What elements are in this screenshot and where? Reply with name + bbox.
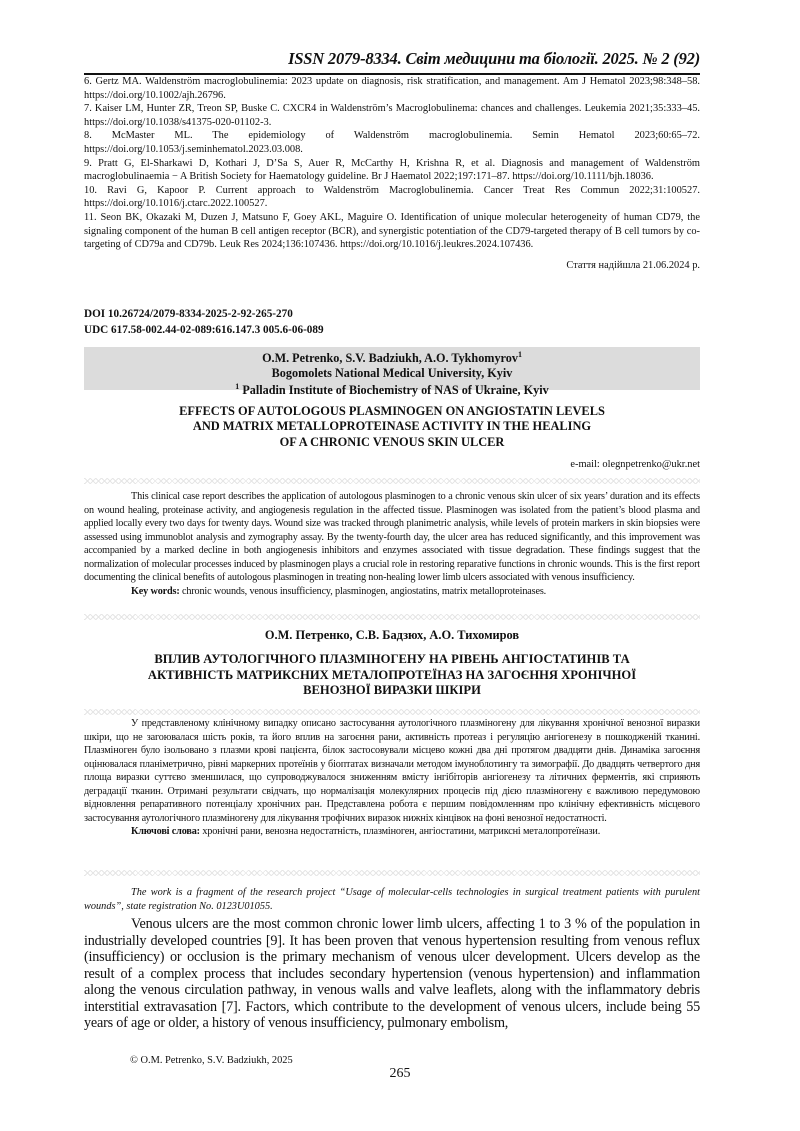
doi-block <box>84 306 324 338</box>
title-line: ВПЛИВ АУТОЛОГІЧНОГО ПЛАЗМІНОГЕНУ НА РІВЕНЬ АНГІОСТАТИНІВ ТА <box>154 652 630 666</box>
title-line: АКТИВНІСТЬ МАТРИКСНИХ МЕТАЛОПРОТЕЇНАЗ НА ЗАГОЄННЯ ХРОНІЧНОЇ <box>147 667 637 682</box>
abstract-ua-border-top <box>84 709 700 715</box>
title-line: AND MATRIX METALLOPROTEINASE ACTIVITY IN THE HEALING <box>192 419 592 434</box>
main-body <box>84 916 700 1032</box>
contact-email: e-mail: olegnpetrenko@ukr.net <box>570 459 700 470</box>
abstract-text: У представленому клінічному випадку описано застосування аутологічного плазміногену для лікування хронічної венозної виразки шкіри, що не загоювалася шість років, та його вплив на загоєння рани, активність протеаз і регуляцію ангіогенезу в пошкодженій тканині. Плазміноген було ізольовано з плазми крові пацієнта, білок застосовували місцево кожні два дні протягом двадцяти днів. Динаміка загоєння оцінювалася планіметрично, рівні маркерних протеїнів у біоптатах визначали методом імуноблотингу та зимографії. До двадцять четвертого дня площа виразки суттєво зменшилася, що супроводжувалося зниженням вмісту інгібіторів ангіогенезу та літичних ферментів, які сприяють деградації тканин. Отримані результати свідчать, що нормалізація молекулярних процесів під дією плазміногену є важливою передумовою відновлення репаративного потенціалу хронічних ран. Представлена робота є першим повідомленням про клінічну ефективність місцевого застосування аутологічного плазміногену для лікування трофічних виразок нижніх кінцівок на фоні венозної недостатності. <box>84 718 700 824</box>
reference-item: 6. Gertz MA. Waldenström macroglobulinemia: 2023 update on diagnosis, risk stratification, and management. Am J Hematol 2023;98:348–58. https://doi.org/10.1002/ajh.26796. <box>84 76 700 101</box>
article-title-ua <box>84 652 700 699</box>
abstract-border-bottom <box>84 614 700 620</box>
keywords-en: Key words: chronic wounds, venous insufficiency, plasminogen, angiostatins, matrix metalloproteinases. <box>131 585 547 597</box>
reference-item: 7. Kaiser LM, Hunter ZR, Treon SP, Buske C. CXCR4 in Waldenström’s Macroglobulinema: chances and challenges. Leukemia 2021;35:333–45. https://doi.org/10.1038/s41375-020-01102-3. <box>84 103 700 128</box>
reference-item: 9. Pratt G, El-Sharkawi D, Kothari J, D’Sa S, Auer R, McCarthy H, Krishna R, et al. Diagnosis and management of Waldenström macroglobulinaemia − A British Society for Haematology guideline. Br J Haematol 2022;197:171–87. https://doi.org/10.1111/bjh.18036. <box>84 157 700 183</box>
article-title-en <box>84 404 700 450</box>
affiliation-marker: 1 <box>517 350 522 359</box>
abstract-ua-border-bottom <box>84 870 700 876</box>
reference-item: 8. McMaster ML. The epidemiology of Waldenström macroglobulinemia. Semin Hematol 2023;60:65–72. https://doi.org/10.1053/j.seminhematol.2023.03.008. <box>84 130 700 155</box>
title-line: OF A CHRONIC VENOUS SKIN ULCER <box>279 434 505 449</box>
reference-item: 10. Ravi G, Kapoor P. Current approach to Waldenström Macroglobulinemia. Cancer Treat Res Commun 2022;31:100527. https://doi.org/10.1016/j.ctarc.2022.100527. <box>84 184 700 210</box>
title-line: ВЕНОЗНОЇ ВИРАЗКИ ШКІРИ <box>303 683 481 698</box>
affiliation-1: Bogomolets National Medical University, Kyiv <box>271 365 513 380</box>
authors-en: O.M. Petrenko, S.V. Badziukh, A.O. Tykhomyrov$^1$ <box>262 350 522 366</box>
authors-ua: О.М. Петренко, С.В. Бадзюх, А.О. Тихомиров <box>264 628 520 642</box>
reference-list <box>84 75 700 252</box>
reference-item: 11. Seon BK, Okazaki M, Duzen J, Matsuno F, Goey AKL, Maguire O. Identification of unique molecular heterogeneity of human CD79, the signaling component of the human B cell antigen receptor (BCR), and synergistic potentiation of the CD79-targeted therapy of B cell tumors by co-targeting of CD79a and CD79b. Leuk Res 2024;136:107436. https://doi.org/10.1016/j.leukres.2024.107436. <box>84 211 700 251</box>
abstract-text: This clinical case report describes the application of autologous plasminogen to a chronic venous skin ulcer of six years’ duration and its effects on wound healing, proteinase activity, and angiogenesis regulation in the affected tissue. Plasminogen was isolated from the patient’s blood plasma and applied locally every two days for twenty days. Wound size was tracked through planimetric analysis, while levels of protein markers in skin biopsies were assessed using immunoblot analysis and zymography assay. By the twenty-fourth day, the ulcer area has reduced significantly, and this improvement was accompanied by a marked decline in both angiogenesis inhibitors and enzymes associated with tissue degradation. These findings suggest that the normalization of molecular processes induced by plasminogen plays a crucial role in restoring reparative functions in chronic wounds. This is the first report documenting the clinical benefits of autologous plasminogen in treating non-healing lower limb ulcers associated with venous insufficiency. <box>84 491 700 583</box>
received-date: Стаття надійшла 21.06.2024 р. <box>566 260 700 271</box>
abstract-border-top <box>84 478 700 484</box>
abstract-ua <box>84 717 700 839</box>
title-line: EFFECTS OF AUTOLOGOUS PLASMINOGEN ON ANGIOSTATIN LEVELS <box>179 404 605 418</box>
keywords-ua: Ключові слова: хронічні рани, венозна недостатність, плазміноген, ангіостатини, матриксні металопротеїнази. <box>131 826 601 837</box>
journal-header <box>84 49 700 75</box>
copyright-notice: © O.M. Petrenko, S.V. Badziukh, 2025 <box>130 1055 293 1066</box>
affiliation-2: $^1$ Palladin Institute of Biochemistry of NAS of Ukraine, Kyiv <box>235 382 549 398</box>
abstract-en <box>84 490 700 598</box>
journal-title: ISSN 2079-8334. Світ медицини та біології. 2025. № 2 (92) <box>288 49 700 68</box>
page-number: 265 <box>389 1066 411 1081</box>
udc-line: UDC 617.58-002.44-02-089:616.147.3 005.6-06-089 <box>84 324 324 336</box>
body-paragraph: Venous ulcers are the most common chronic lower limb ulcers, affecting 1 to 3 % of the population in industrially developed countries [9]. It has been proven that venous hypertension resulting from venous reflux (insufficiency) or occlusion is the primary mechanism of venous ulcer development. Ulcers develop as the result of a complex process that includes secondary hypertension (venous hypertension) and inflammation along the venous circulation pathway, in venous walls and valve leaflets, along with the inflammatory debris interstitial extravasation [7]. Factors, which contribute to the development of venous ulcers, include being 55 years of age or older, a history of venous insufficiency, pulmonary embolism, <box>84 916 700 1031</box>
doi-line: DOI 10.26724/2079-8334-2025-2-92-265-270 <box>84 308 293 320</box>
authors-affiliation-box <box>84 347 700 398</box>
research-project-note: The work is a fragment of the research project “Usage of molecular-cells technologies in surgical treatment patients with purulent wounds”, state registration No. 0123U01055. <box>84 887 700 912</box>
